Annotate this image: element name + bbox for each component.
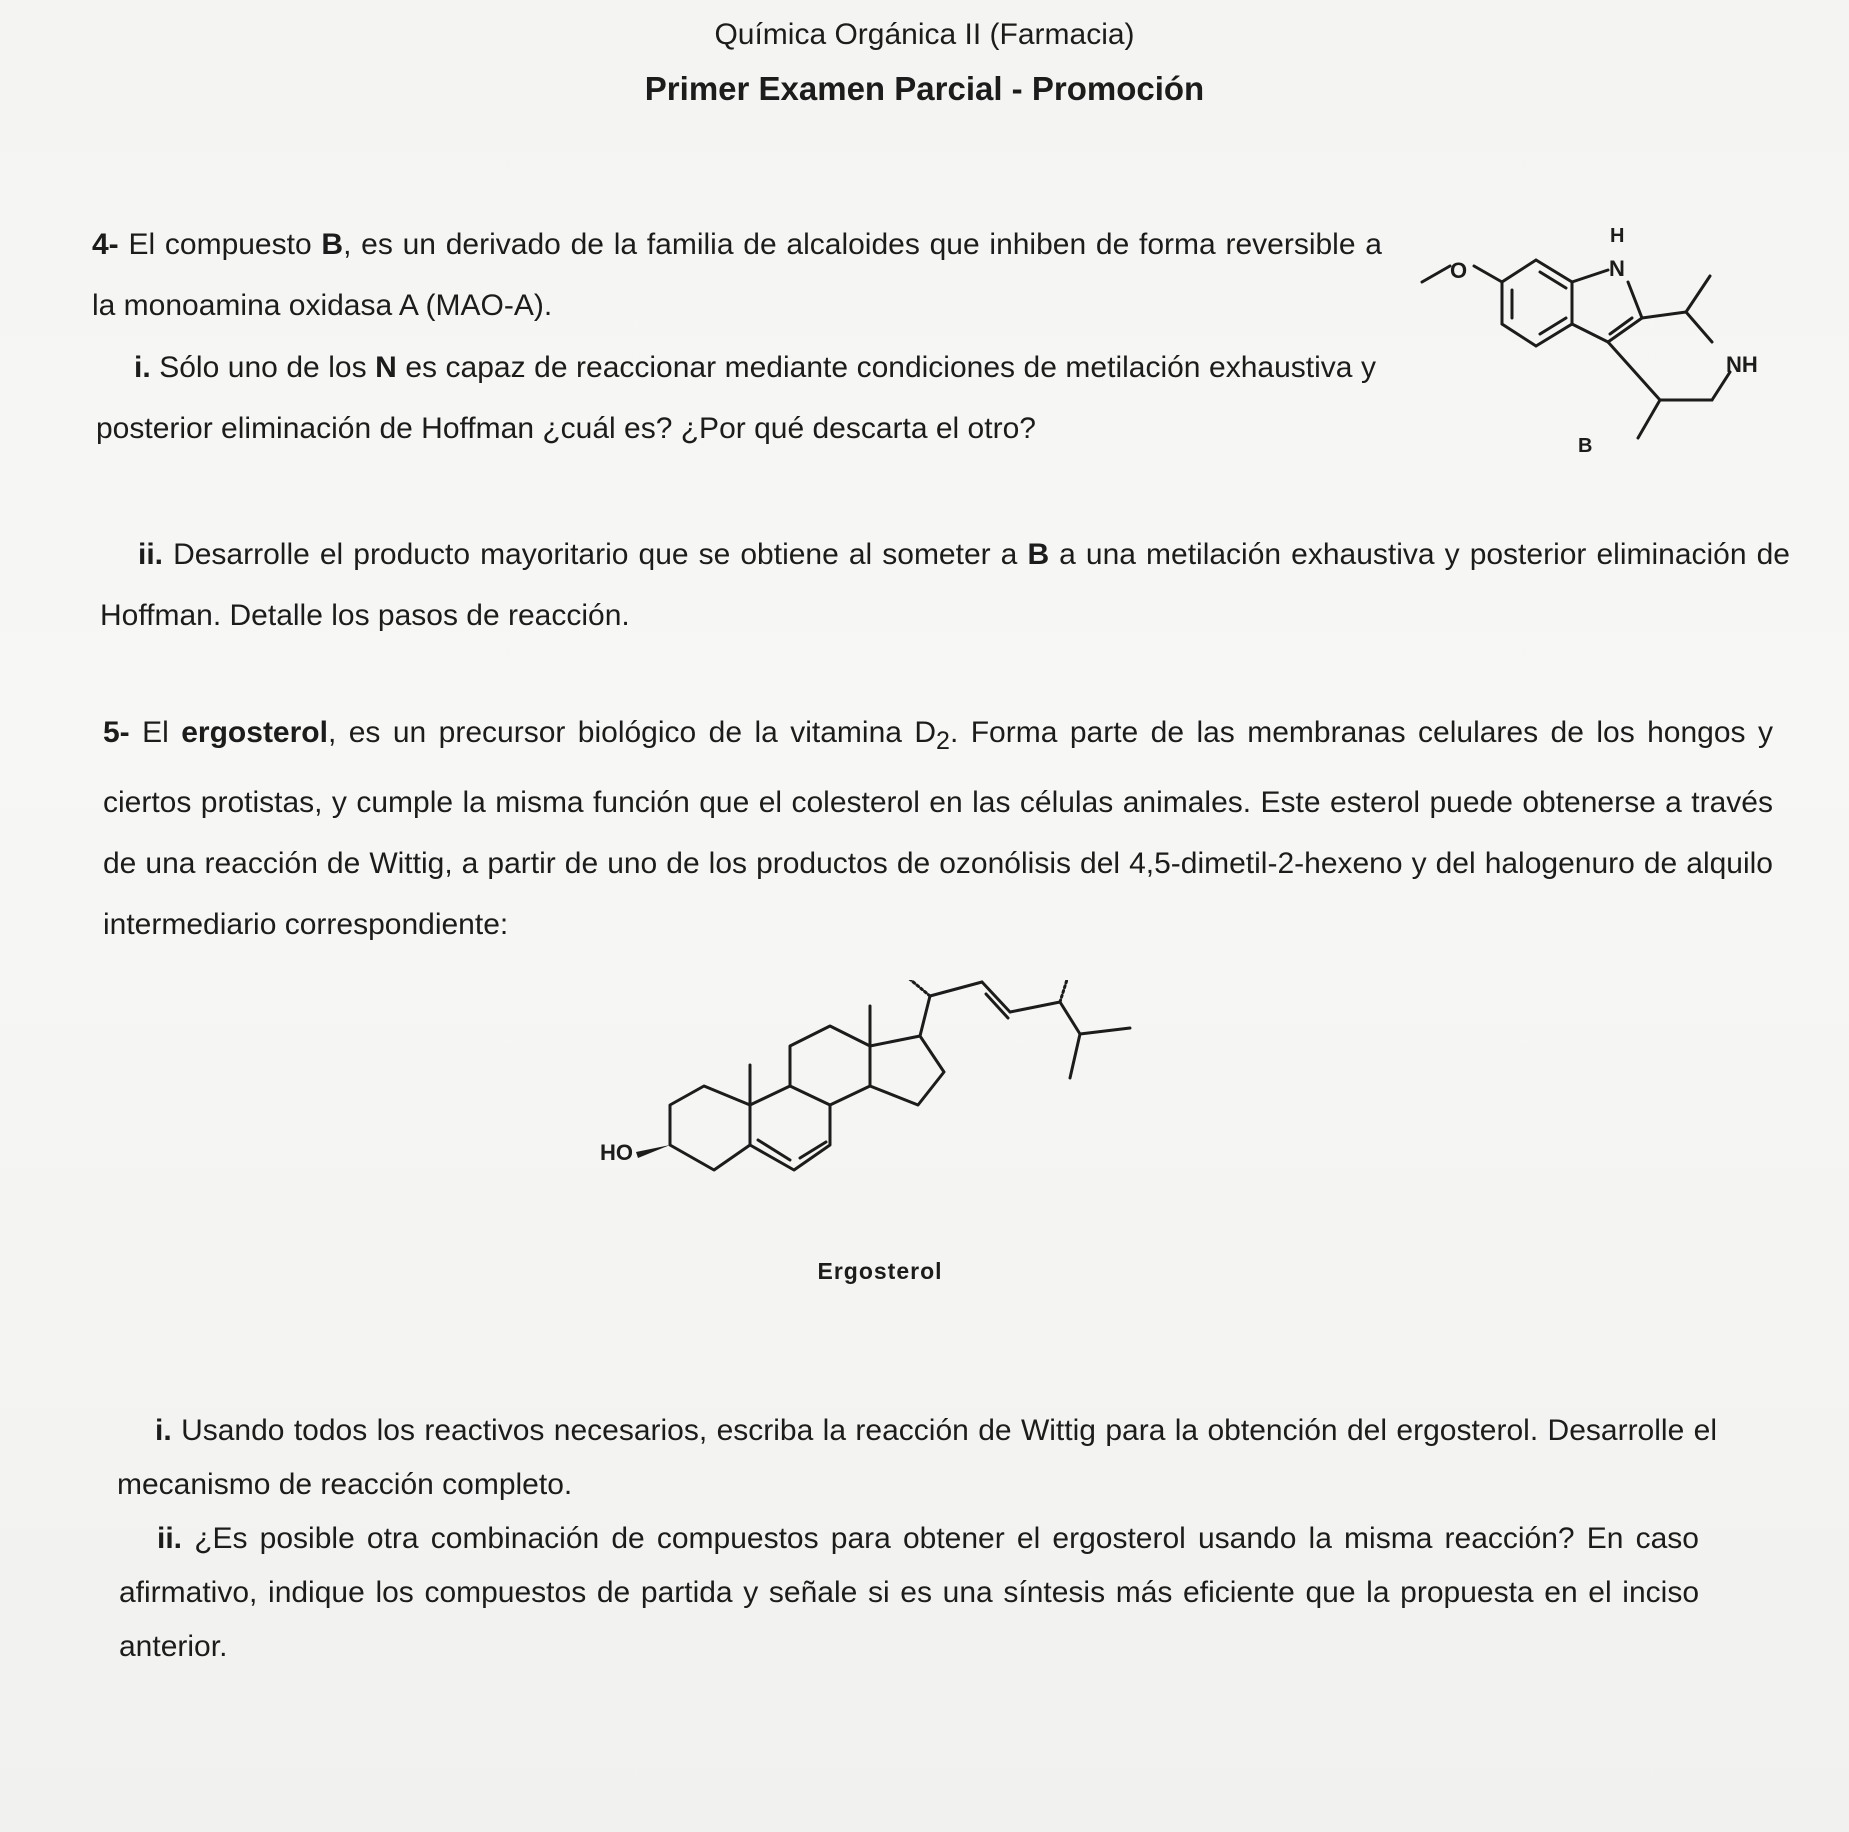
compound-b-svg — [1410, 220, 1790, 470]
question-5-part-ii: ii. ¿Es posible otra combinación de compuestos para obtener el ergosterol usando la misma reacción? En caso afirmativo, indique los compuestos de partida y señale si es una síntesis más eficiente que la propuesta en el inciso anterior. — [119, 1522, 1699, 1663]
question-5-number: 5- — [103, 716, 130, 749]
question-4-intro: 4- El compuesto B, es un derivado de la familia de alcaloides que inhiben de forma reversible a la monoamina oxidasa A (MAO-A). — [92, 228, 1382, 322]
course-title: Química Orgánica II (Farmacia) — [714, 18, 1135, 51]
svg-text:HO: HO — [600, 1140, 633, 1165]
question-5-part-i: i. Usando todos los reactivos necesarios, escriba la reacción de Wittig para la obtención del ergosterol. Desarrolle el mecanismo de reacción completo. — [117, 1414, 1717, 1501]
question-5-intro: 5- El ergosterol, es un precursor biológico de la vitamina $D_2$. Forma parte de las membranas celulares de los hongos y ciertos protistas, y cumple la misma función que el colesterol en las células animales. Este esterol puede obtenerse a través de una reacción de Wittig, a partir de uno de los productos de ozonólisis del 4,5-dimetil-2-hexeno y del halogenuro de alquilo intermediario correspondiente: — [103, 716, 1773, 941]
exam-title: Primer Examen Parcial - Promoción — [644, 70, 1205, 107]
ergosterol-label: ergosterol — [181, 716, 328, 749]
svg-text:N: N — [1609, 256, 1625, 281]
svg-text:NH: NH — [1726, 352, 1758, 377]
ergosterol-structure — [590, 980, 1150, 1250]
svg-text:H: H — [1610, 225, 1625, 247]
question-4-number: 4- — [92, 228, 119, 261]
question-4-part-ii: ii. Desarrolle el producto mayoritario que se obtiene al someter a B a una metilación exhaustiva y posterior eliminación de Hoffman. Detalle los pasos de reacción. — [100, 538, 1790, 632]
question-4-part-i: i. Sólo uno de los N es capaz de reaccionar mediante condiciones de metilación exhaustiva y posterior eliminación de Hoffman ¿cuál es? ¿Por qué descarta el otro? — [96, 351, 1376, 445]
svg-text:B: B — [1578, 435, 1593, 457]
ergosterol-svg — [590, 980, 1150, 1250]
compound-b-label: B — [321, 228, 344, 261]
compound-b-structure — [1410, 220, 1790, 470]
ergosterol-caption: Ergosterol — [817, 1258, 943, 1284]
svg-text:O: O — [1450, 258, 1468, 283]
